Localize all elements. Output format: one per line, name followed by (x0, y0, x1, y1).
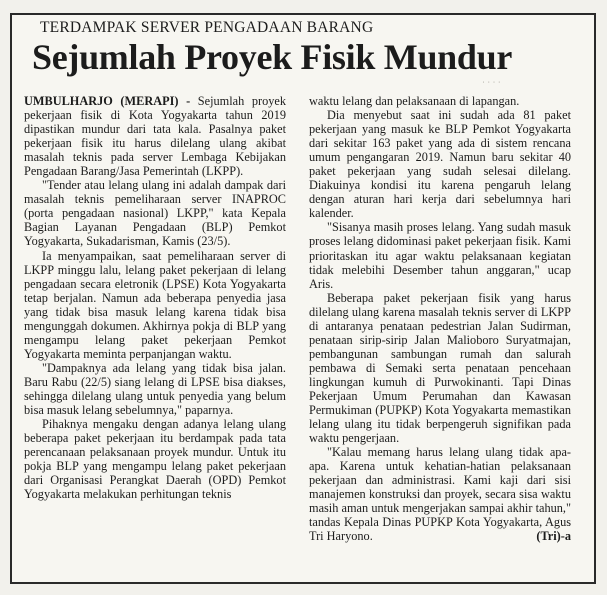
right-column (309, 94, 571, 544)
paragraph: "Dampaknya ada lelang yang tidak bisa jalan. Baru Rabu (22/5) siang lelang di LPSE bisa diakses, sehingga dilelang ulang untuk penyedia yang belum bisa masuk lelang sebelumnya," paparnya. (24, 360, 286, 418)
paragraph: Beberapa paket pekerjaan fisik yang harus dilelang ulang karena masalah teknis server di LKPP di antaranya penataan pedestrian Jalan Sudirman, penataan sirip-sirip Jalan Malioboro Suryatmajan, pembangunan sambungan rumah dan salurah pembawa di Semaki serta penataan pencehaan lingkungan kumuh di Purwokinanti. Tapi Dinas Pekerjaan Umum Perumahan dan Kawasan Permukiman (PUPKP) Kota Yogyakarta memastikan lelang ulang itu tidak berpengeruh signifikan pada waktu pengerjaan. (309, 290, 571, 446)
paragraph (309, 445, 571, 543)
paragraph-text: "Kalau memang harus lelang ulang tidak apa-apa. Karena untuk kehatian-hatian pelaksanaan pekerjaan dan administrasi. Kami kaji dari sisi manajemen konstruksi dan proyek, secara sisa waktu masih aman untuk mengerjakan sampai akhir tahun," tandas Kepala Dinas PUPKP Kota Yogyakarta, Agus Tri Haryono. (309, 445, 571, 544)
paragraph: "Tender atau lelang ulang ini adalah dampak dari masalah teknis pemeliharaan server INAPROC (porta pengadaan nasional) LKPP," kata Kepala Bagian Layanan Pengadaan (BLP) Pemkot Yogyakarta, Sukadarisman, Kamis (23/5). (24, 178, 286, 249)
kicker: TERDAMPAK SERVER PENGADAAN BARANG (40, 19, 374, 36)
author-signoff: (Tri)-a (536, 529, 571, 544)
paragraph (24, 94, 286, 178)
dateline: UMBULHARJO (MERAPI) - (24, 94, 191, 108)
left-column (24, 94, 286, 501)
paragraph: Ia menyampaikan, saat pemeliharaan server di LKPP minggu lalu, lelang paket pekerjaan di lelang pengadaan secara eletronik (LPSE) Kota Yogyakarta tetap berjalan. Namun ada beberapa penyedia jasa yang tidak bisa masuk lelang karena tidak bisa mengunggah dokumen. Akhirnya pokja di BLP yang mengampu lelang paket pekerjaan Pemkot Yogyakarta meminta perpanjangan waktu. (24, 248, 286, 361)
news-clipping (10, 13, 596, 584)
headline: Sejumlah Proyek Fisik Mundur (32, 37, 513, 77)
paragraph: Pihaknya mengaku dengan adanya lelang ulang beberapa paket pekerjaan itu berdampak pada tata perencanaan pelaksanaan proyek mundur. Untuk itu pokja BLP yang mengampu lelang paket pekerjaan dari Organisasi Perangkat Daerah (OPD) Pemkot Yogyakarta melakukan perhitungan teknis (24, 417, 286, 502)
paragraph: Dia menyebut saat ini sudah ada 81 paket pekerjaan yang masuk ke BLP Pemkot Yogyakarta dari sekitar 163 paket yang ada di sistem rencana umum pengangaran 2019. Namun baru sekitar 40 paket pekerjaan yang sudah selesai dilelang. Diakuinya kondisi itu karena pengaruh lelang dengan aturan hari kerja dari sebelumnya hari kalender. (309, 108, 571, 221)
bleed-through-text: · · · · (482, 77, 501, 87)
paragraph-text: Sejumlah proyek pekerjaan fisik di Kota Yogyakarta tahun 2019 dipastikan mundur dari tata kala. Pasalnya paket pekerjaan fisik itu harus dilelang ulang akibat masalah teknis pada server Lembaga Kebijakan Pengadaan Barang/Jasa Pemerintah (LKPP). (24, 94, 286, 179)
paragraph: "Sisanya masih proses lelang. Yang sudah masuk proses lelang didominasi paket pekerjaan fisik. Kami prioritaskan itu agar waktu pelaksanaan kegiatan tidak melebihi Desember tahun anggaran," ucap Aris. (309, 220, 571, 291)
paragraph: waktu lelang dan pelaksanaan di lapangan. (309, 94, 520, 108)
